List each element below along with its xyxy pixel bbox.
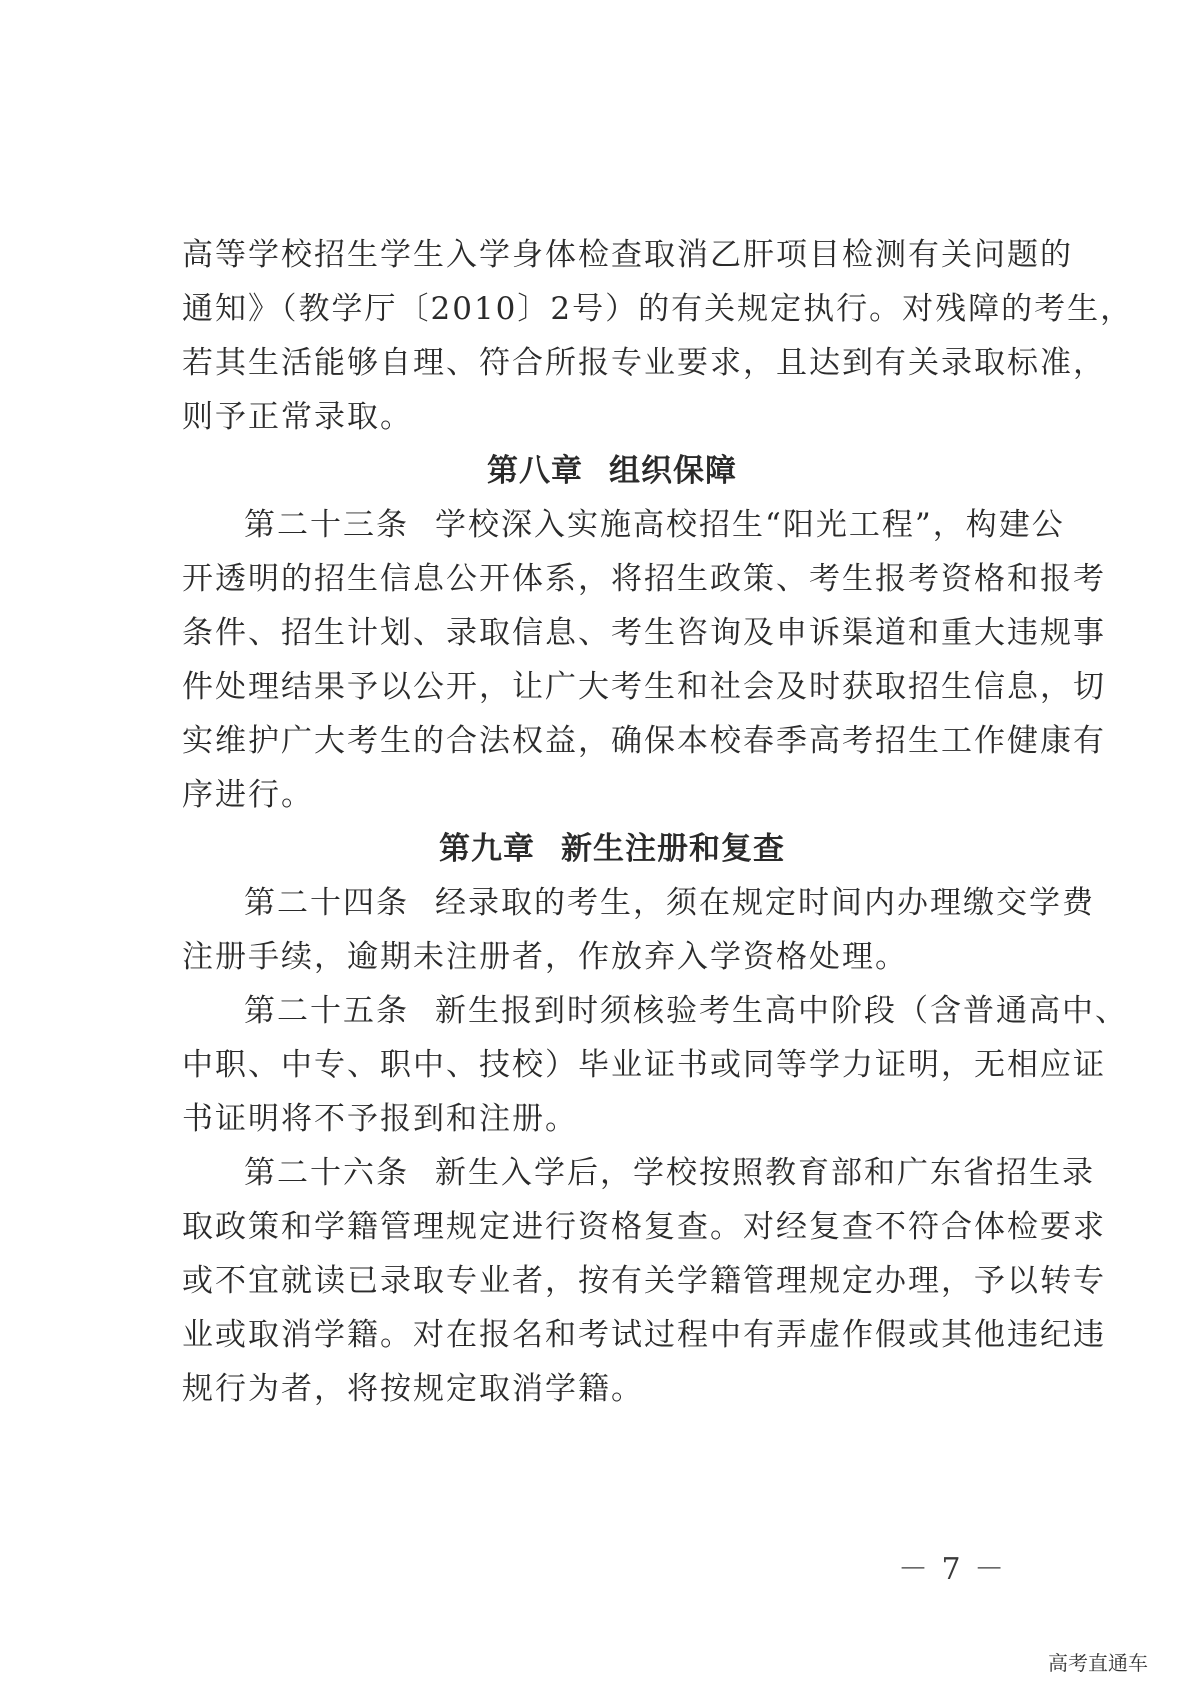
chapter-number: 第八章 [487,453,583,489]
article-label: 第二十六条 [244,1155,409,1191]
text-line: 新生报到时须核验考生高中阶段（含普通高中、 [435,993,1128,1029]
text-line: 学校深入实施高校招生“阳光工程”，构建公 [435,507,1065,543]
text-line: 件处理结果予以公开，让广大考生和社会及时获取招生信息，切 [182,669,1106,705]
article-label: 第二十三条 [244,507,409,543]
text-line: 取政策和学籍管理规定进行资格复查。对经复查不符合体检要求 [182,1209,1106,1245]
chapter-heading [182,453,1042,489]
text-line: 则予正常录取。 [182,399,413,435]
article-first-line [182,993,1128,1029]
article-first-line [182,507,1065,543]
text-line: 实维护广大考生的合法权益，确保本校春季高考招生工作健康有 [182,723,1106,759]
text-line: 注册手续，逾期未注册者，作放弃入学资格处理。 [182,939,908,975]
text-line: 高等学校招生学生入学身体检查取消乙肝项目检测有关问题的 [182,237,1073,273]
text-line: 若其生活能够自理、符合所报专业要求，且达到有关录取标准， [182,345,1106,381]
chapter-title: 组织保障 [609,453,737,489]
text-line: 或不宜就读已录取专业者，按有关学籍管理规定办理，予以转专 [182,1263,1106,1299]
text-line: 中职、中专、职中、技校）毕业证书或同等学力证明，无相应证 [182,1047,1106,1083]
article-label: 第二十五条 [244,993,409,1029]
text-line: 业或取消学籍。对在报名和考试过程中有弄虚作假或其他违纪违 [182,1317,1106,1353]
text-line: 开透明的招生信息公开体系，将招生政策、考生报考资格和报考 [182,561,1106,597]
document-body [182,237,1134,1428]
text-line: 序进行。 [182,777,314,813]
text-line: 通知》（教学厅〔2010〕2号）的有关规定执行。对残障的考生， [182,291,1134,327]
article-label: 第二十四条 [244,885,409,921]
text-line: 新生入学后，学校按照教育部和广东省招生录 [435,1155,1095,1191]
chapter-number: 第九章 [439,831,535,867]
watermark: 高考直通车 [1048,1651,1148,1675]
chapter-title: 新生注册和复查 [561,831,785,867]
chapter-heading [182,831,1042,867]
page-number: － 7 － [898,1552,1007,1587]
text-line: 书证明将不予报到和注册。 [182,1101,578,1137]
article-first-line [182,1155,1095,1191]
article-first-line [182,885,1095,921]
text-line: 条件、招生计划、录取信息、考生咨询及申诉渠道和重大违规事 [182,615,1106,651]
text-line: 经录取的考生，须在规定时间内办理缴交学费 [435,885,1095,921]
text-line: 规行为者，将按规定取消学籍。 [182,1371,644,1407]
